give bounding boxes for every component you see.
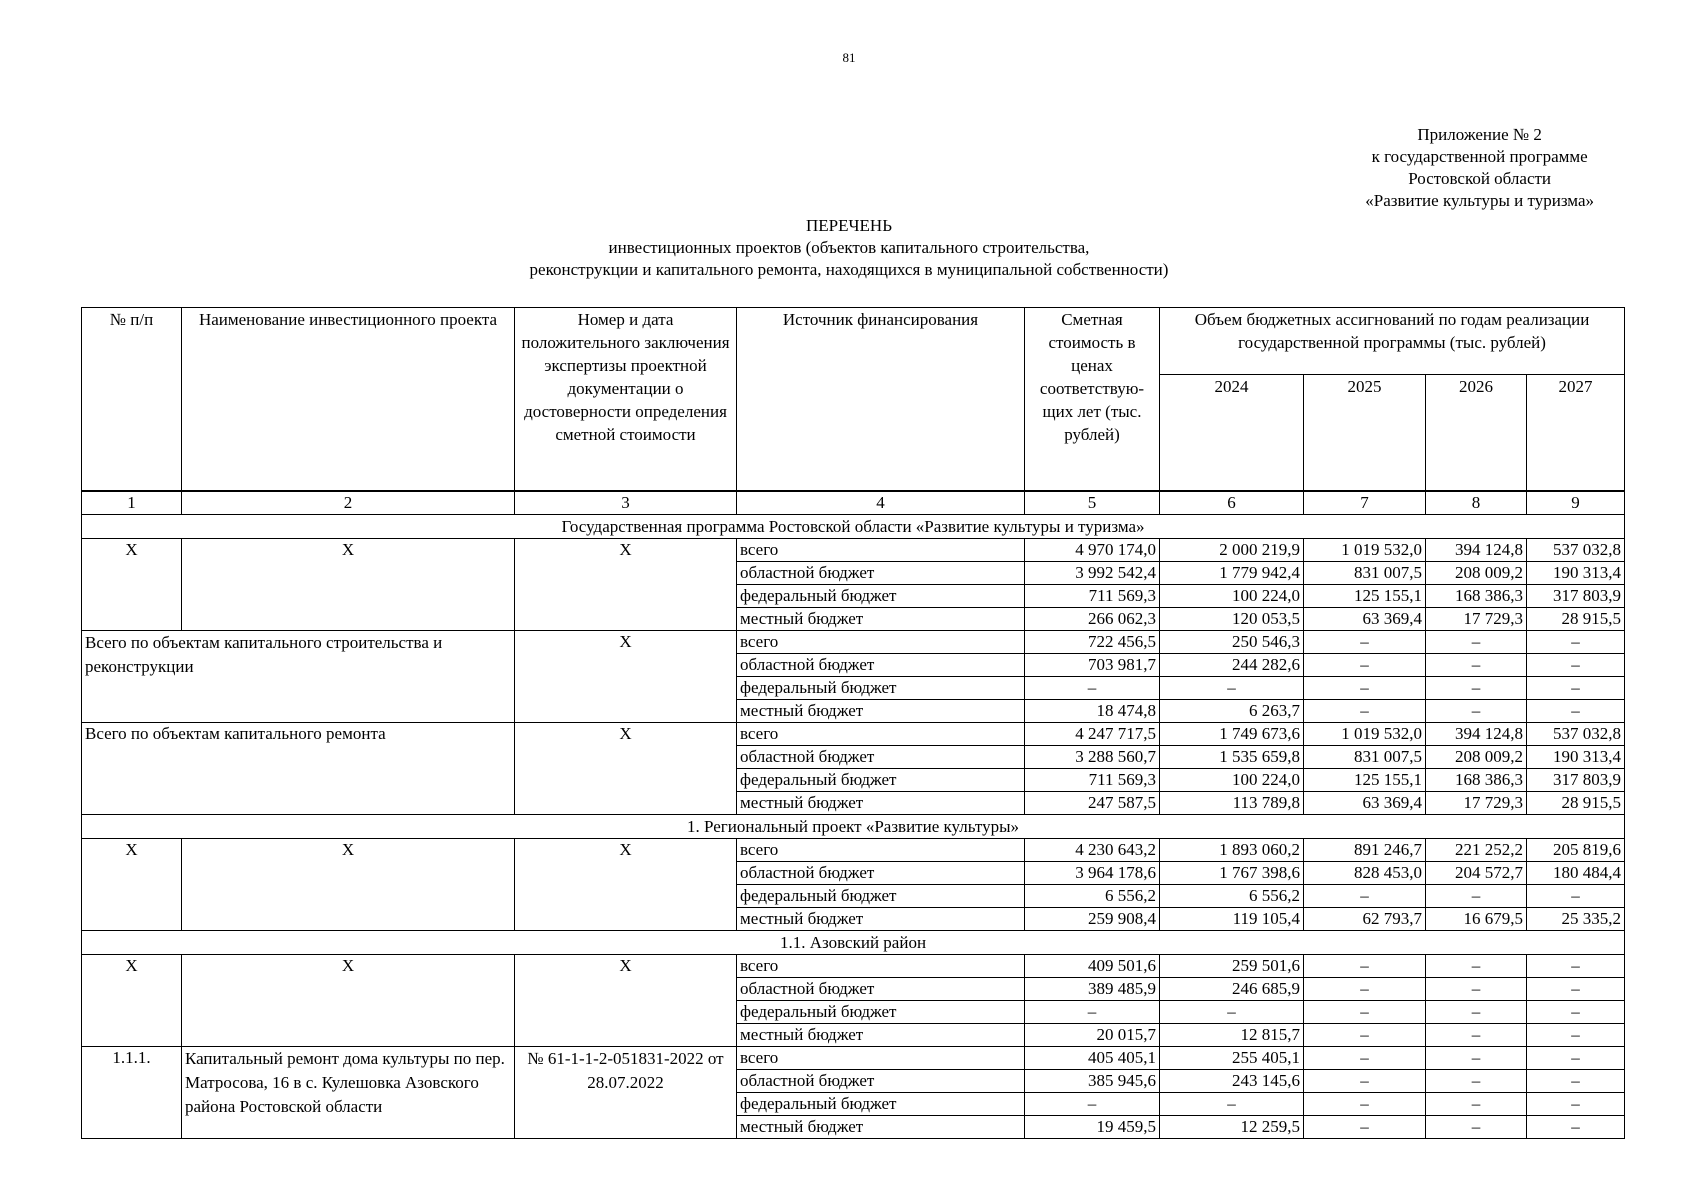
funding-source: всего xyxy=(737,723,1025,746)
amount-2027: – xyxy=(1527,677,1625,700)
amount-2027: 537 032,8 xyxy=(1527,539,1625,562)
estimated-cost: 711 569,3 xyxy=(1025,769,1160,792)
amount-2024: 6 263,7 xyxy=(1160,700,1304,723)
estimated-cost: 703 981,7 xyxy=(1025,654,1160,677)
column-numbers-row xyxy=(82,491,1625,515)
section-title: 1. Региональный проект «Развитие культуры» xyxy=(82,815,1625,839)
amount-2025: – xyxy=(1304,978,1426,1001)
amount-2026: 16 679,5 xyxy=(1426,908,1527,931)
amount-2025: 125 155,1 xyxy=(1304,769,1426,792)
amount-2026: – xyxy=(1426,955,1527,978)
column-number: 3 xyxy=(515,491,737,515)
amount-2025: – xyxy=(1304,1070,1426,1093)
funding-source: всего xyxy=(737,1047,1025,1070)
header-year: 2024 xyxy=(1160,375,1304,492)
amount-2025: – xyxy=(1304,677,1426,700)
column-number: 9 xyxy=(1527,491,1625,515)
column-number: 4 xyxy=(737,491,1025,515)
funding-source: местный бюджет xyxy=(737,608,1025,631)
amount-2025: 828 453,0 xyxy=(1304,862,1426,885)
document-title xyxy=(0,215,1698,281)
row-number: Х xyxy=(82,839,182,931)
amount-2026: 221 252,2 xyxy=(1426,839,1527,862)
estimated-cost: 409 501,6 xyxy=(1025,955,1160,978)
funding-source: федеральный бюджет xyxy=(737,769,1025,792)
amount-2025: – xyxy=(1304,1001,1426,1024)
amount-2024: 255 405,1 xyxy=(1160,1047,1304,1070)
amount-2025: – xyxy=(1304,1093,1426,1116)
project-name: Х xyxy=(182,955,515,1047)
amount-2024: 1 767 398,6 xyxy=(1160,862,1304,885)
header-number: № п/п xyxy=(82,308,182,492)
estimated-cost: 6 556,2 xyxy=(1025,885,1160,908)
amount-2027: 205 819,6 xyxy=(1527,839,1625,862)
funding-source: местный бюджет xyxy=(737,700,1025,723)
funding-source: федеральный бюджет xyxy=(737,585,1025,608)
expertise-info: № 61-1-1-2-051831-2022 от 28.07.2022 xyxy=(515,1047,737,1139)
amount-2026: – xyxy=(1426,654,1527,677)
amount-2024: – xyxy=(1160,1093,1304,1116)
estimated-cost: 4 247 717,5 xyxy=(1025,723,1160,746)
estimated-cost: 385 945,6 xyxy=(1025,1070,1160,1093)
amount-2026: 208 009,2 xyxy=(1426,746,1527,769)
amount-2027: – xyxy=(1527,631,1625,654)
estimated-cost: 266 062,3 xyxy=(1025,608,1160,631)
section-row xyxy=(82,515,1625,539)
amount-2027: 28 915,5 xyxy=(1527,608,1625,631)
row-number: 1.1.1. xyxy=(82,1047,182,1139)
section-title: 1.1. Азовский район xyxy=(82,931,1625,955)
amount-2027: – xyxy=(1527,1024,1625,1047)
header-year: 2027 xyxy=(1527,375,1625,492)
column-number: 1 xyxy=(82,491,182,515)
table-row xyxy=(82,539,1625,562)
header-expertise: Номер и дата положительного заключения экспертизы проектной документации о достоверности определения сметной стоимости xyxy=(515,308,737,492)
amount-2024: 243 145,6 xyxy=(1160,1070,1304,1093)
funding-source: областной бюджет xyxy=(737,746,1025,769)
amount-2026: 168 386,3 xyxy=(1426,585,1527,608)
amount-2026: 168 386,3 xyxy=(1426,769,1527,792)
column-number: 6 xyxy=(1160,491,1304,515)
project-name: Х xyxy=(182,839,515,931)
amount-2024: 6 556,2 xyxy=(1160,885,1304,908)
amount-2027: – xyxy=(1527,1116,1625,1139)
estimated-cost: – xyxy=(1025,677,1160,700)
amount-2025: 63 369,4 xyxy=(1304,792,1426,815)
funding-source: федеральный бюджет xyxy=(737,885,1025,908)
amount-2027: – xyxy=(1527,955,1625,978)
funding-source: областной бюджет xyxy=(737,562,1025,585)
estimated-cost: 4 230 643,2 xyxy=(1025,839,1160,862)
amount-2024: 120 053,5 xyxy=(1160,608,1304,631)
section-title: Государственная программа Ростовской области «Развитие культуры и туризма» xyxy=(82,515,1625,539)
expertise-info: Х xyxy=(515,723,737,815)
amount-2026: – xyxy=(1426,677,1527,700)
amount-2026: – xyxy=(1426,1070,1527,1093)
amount-2025: – xyxy=(1304,700,1426,723)
amount-2024: 12 259,5 xyxy=(1160,1116,1304,1139)
estimated-cost: 20 015,7 xyxy=(1025,1024,1160,1047)
amount-2025: – xyxy=(1304,654,1426,677)
header-budget-group: Объем бюджетных ассигнований по годам реализации государственной программы (тыс. рублей) xyxy=(1160,308,1625,375)
investment-projects-table xyxy=(81,307,1625,1139)
amount-2025: 125 155,1 xyxy=(1304,585,1426,608)
funding-source: федеральный бюджет xyxy=(737,1093,1025,1116)
amount-2027: 537 032,8 xyxy=(1527,723,1625,746)
amount-2027: 190 313,4 xyxy=(1527,562,1625,585)
amount-2027: 180 484,4 xyxy=(1527,862,1625,885)
amount-2025: – xyxy=(1304,1047,1426,1070)
header-year: 2025 xyxy=(1304,375,1426,492)
funding-source: местный бюджет xyxy=(737,1116,1025,1139)
amount-2027: – xyxy=(1527,1070,1625,1093)
amount-2027: 25 335,2 xyxy=(1527,908,1625,931)
column-number: 5 xyxy=(1025,491,1160,515)
funding-source: местный бюджет xyxy=(737,908,1025,931)
table-row xyxy=(82,723,1625,746)
column-number: 2 xyxy=(182,491,515,515)
estimated-cost: 389 485,9 xyxy=(1025,978,1160,1001)
title-line: инвестиционных проектов (объектов капитального строительства, xyxy=(608,238,1090,257)
amount-2024: 259 501,6 xyxy=(1160,955,1304,978)
column-number: 7 xyxy=(1304,491,1426,515)
estimated-cost: 711 569,3 xyxy=(1025,585,1160,608)
amount-2026: 394 124,8 xyxy=(1426,723,1527,746)
amount-2026: – xyxy=(1426,1001,1527,1024)
funding-source: областной бюджет xyxy=(737,1070,1025,1093)
amount-2024: 250 546,3 xyxy=(1160,631,1304,654)
amount-2025: 891 246,7 xyxy=(1304,839,1426,862)
header-year: 2026 xyxy=(1426,375,1527,492)
estimated-cost: 3 964 178,6 xyxy=(1025,862,1160,885)
amount-2024: 100 224,0 xyxy=(1160,769,1304,792)
amount-2026: – xyxy=(1426,700,1527,723)
funding-source: всего xyxy=(737,839,1025,862)
funding-source: областной бюджет xyxy=(737,654,1025,677)
amount-2025: – xyxy=(1304,885,1426,908)
appendix-line: «Развитие культуры и туризма» xyxy=(1365,191,1594,210)
amount-2024: 1 535 659,8 xyxy=(1160,746,1304,769)
appendix-block xyxy=(1365,124,1594,212)
amount-2024: – xyxy=(1160,677,1304,700)
header-row xyxy=(82,308,1625,375)
amount-2027: – xyxy=(1527,885,1625,908)
amount-2027: – xyxy=(1527,978,1625,1001)
amount-2026: – xyxy=(1426,1024,1527,1047)
amount-2027: 317 803,9 xyxy=(1527,769,1625,792)
estimated-cost: 259 908,4 xyxy=(1025,908,1160,931)
estimated-cost: 722 456,5 xyxy=(1025,631,1160,654)
amount-2025: 1 019 532,0 xyxy=(1304,539,1426,562)
expertise-info: Х xyxy=(515,839,737,931)
amount-2026: – xyxy=(1426,885,1527,908)
funding-source: всего xyxy=(737,631,1025,654)
page-number: 81 xyxy=(842,50,856,65)
funding-source: федеральный бюджет xyxy=(737,1001,1025,1024)
amount-2026: 394 124,8 xyxy=(1426,539,1527,562)
amount-2024: 1 749 673,6 xyxy=(1160,723,1304,746)
project-name: Капитальный ремонт дома культуры по пер. Матросова, 16 в с. Кулешовка Азовского района Ростовской области xyxy=(182,1047,515,1139)
table-row xyxy=(82,955,1625,978)
title-line: реконструкции и капитального ремонта, находящихся в муниципальной собственности) xyxy=(529,260,1169,279)
amount-2026: – xyxy=(1426,631,1527,654)
funding-source: федеральный бюджет xyxy=(737,677,1025,700)
section-row xyxy=(82,931,1625,955)
amount-2026: 204 572,7 xyxy=(1426,862,1527,885)
column-number: 8 xyxy=(1426,491,1527,515)
amount-2027: – xyxy=(1527,654,1625,677)
amount-2027: 28 915,5 xyxy=(1527,792,1625,815)
amount-2024: 246 685,9 xyxy=(1160,978,1304,1001)
amount-2025: – xyxy=(1304,1024,1426,1047)
amount-2027: 190 313,4 xyxy=(1527,746,1625,769)
row-number: Х xyxy=(82,955,182,1047)
amount-2025: 62 793,7 xyxy=(1304,908,1426,931)
funding-source: областной бюджет xyxy=(737,862,1025,885)
appendix-line: Приложение № 2 xyxy=(1417,125,1542,144)
amount-2026: – xyxy=(1426,1093,1527,1116)
amount-2025: 831 007,5 xyxy=(1304,746,1426,769)
expertise-info: Х xyxy=(515,631,737,723)
row-number: Х xyxy=(82,539,182,631)
funding-source: всего xyxy=(737,539,1025,562)
amount-2027: – xyxy=(1527,1047,1625,1070)
amount-2027: – xyxy=(1527,700,1625,723)
amount-2026: – xyxy=(1426,978,1527,1001)
project-name: Всего по объектам капитального строительства и реконструкции xyxy=(82,631,515,723)
amount-2024: 12 815,7 xyxy=(1160,1024,1304,1047)
amount-2024: 2 000 219,9 xyxy=(1160,539,1304,562)
estimated-cost: 405 405,1 xyxy=(1025,1047,1160,1070)
amount-2025: – xyxy=(1304,1116,1426,1139)
project-name: Х xyxy=(182,539,515,631)
funding-source: областной бюджет xyxy=(737,978,1025,1001)
header-estimated-cost: Сметная стоимость в ценах соответствую-щих лет (тыс. рублей) xyxy=(1025,308,1160,492)
estimated-cost: 19 459,5 xyxy=(1025,1116,1160,1139)
amount-2025: – xyxy=(1304,955,1426,978)
amount-2026: – xyxy=(1426,1047,1527,1070)
amount-2026: – xyxy=(1426,1116,1527,1139)
amount-2027: 317 803,9 xyxy=(1527,585,1625,608)
expertise-info: Х xyxy=(515,539,737,631)
project-name: Всего по объектам капитального ремонта xyxy=(82,723,515,815)
amount-2025: – xyxy=(1304,631,1426,654)
title-line: ПЕРЕЧЕНЬ xyxy=(806,216,892,235)
amount-2026: 17 729,3 xyxy=(1426,608,1527,631)
amount-2024: 100 224,0 xyxy=(1160,585,1304,608)
amount-2024: 1 893 060,2 xyxy=(1160,839,1304,862)
amount-2026: 17 729,3 xyxy=(1426,792,1527,815)
amount-2026: 208 009,2 xyxy=(1426,562,1527,585)
amount-2025: 63 369,4 xyxy=(1304,608,1426,631)
amount-2024: 1 779 942,4 xyxy=(1160,562,1304,585)
amount-2025: 831 007,5 xyxy=(1304,562,1426,585)
amount-2024: 113 789,8 xyxy=(1160,792,1304,815)
header-project-name: Наименование инвестиционного проекта xyxy=(182,308,515,492)
amount-2024: 244 282,6 xyxy=(1160,654,1304,677)
estimated-cost: 247 587,5 xyxy=(1025,792,1160,815)
expertise-info: Х xyxy=(515,955,737,1047)
estimated-cost: – xyxy=(1025,1093,1160,1116)
header-source: Источник финансирования xyxy=(737,308,1025,492)
amount-2027: – xyxy=(1527,1093,1625,1116)
amount-2024: 119 105,4 xyxy=(1160,908,1304,931)
funding-source: всего xyxy=(737,955,1025,978)
estimated-cost: 4 970 174,0 xyxy=(1025,539,1160,562)
estimated-cost: 3 992 542,4 xyxy=(1025,562,1160,585)
estimated-cost: 3 288 560,7 xyxy=(1025,746,1160,769)
appendix-line: к государственной программе xyxy=(1371,147,1588,166)
table-row xyxy=(82,631,1625,654)
funding-source: местный бюджет xyxy=(737,1024,1025,1047)
amount-2027: – xyxy=(1527,1001,1625,1024)
section-row xyxy=(82,815,1625,839)
amount-2025: 1 019 532,0 xyxy=(1304,723,1426,746)
estimated-cost: 18 474,8 xyxy=(1025,700,1160,723)
amount-2024: – xyxy=(1160,1001,1304,1024)
estimated-cost: – xyxy=(1025,1001,1160,1024)
funding-source: местный бюджет xyxy=(737,792,1025,815)
appendix-line: Ростовской области xyxy=(1408,169,1552,188)
table-row xyxy=(82,839,1625,862)
table-row xyxy=(82,1047,1625,1070)
